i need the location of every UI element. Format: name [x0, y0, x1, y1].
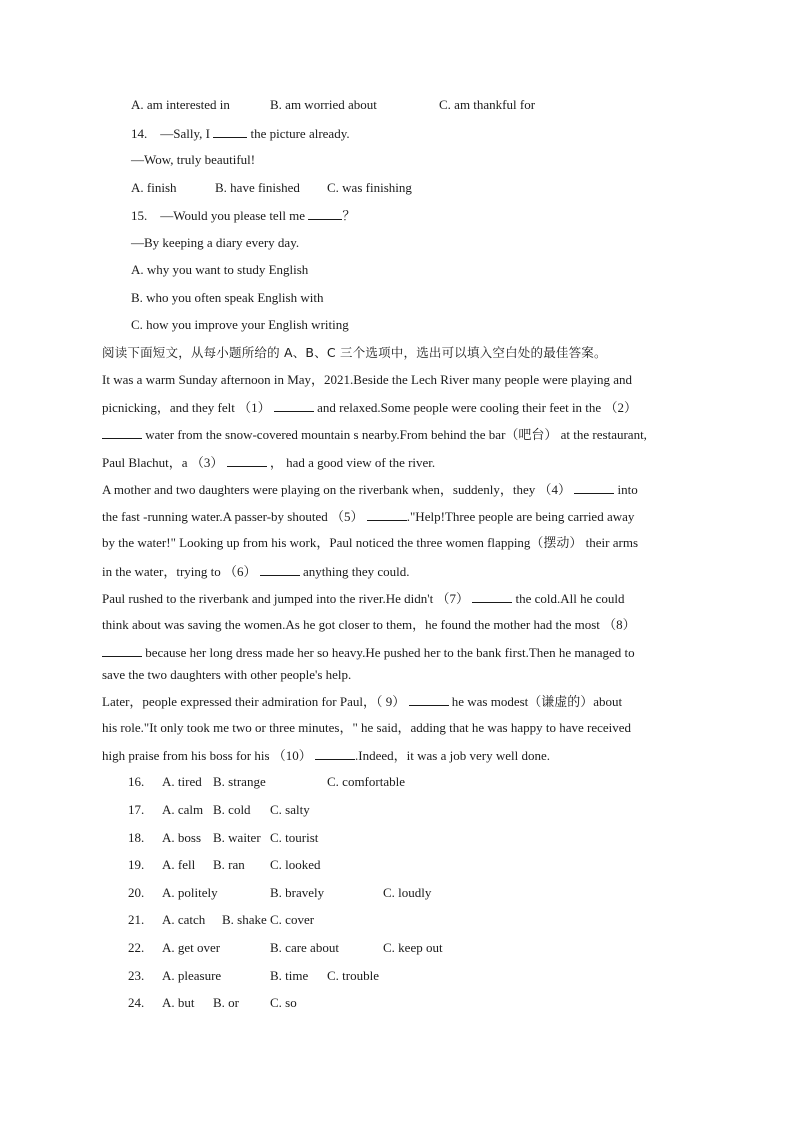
passage-text: ， had a good view of the river.: [269, 455, 436, 470]
passage-line: [102, 426, 647, 443]
option-a: A. pleasure: [162, 968, 222, 983]
passage-text: and relaxed.Some people were cooling their feet in the （2）: [317, 400, 637, 415]
q15-stem-start: —Would you please tell me: [160, 208, 306, 223]
q14-blank: [213, 125, 247, 138]
passage-line: [102, 563, 410, 580]
q15-stem-end: ？: [342, 208, 356, 223]
option-a: A. get over: [162, 940, 221, 955]
passage-line: [102, 590, 625, 607]
passage-text: A mother and two daughters were playing on the riverbank when，suddenly，they （4）: [102, 482, 571, 497]
option-b: B. waiter: [213, 830, 261, 845]
passage-line: think about was saving the women.As he got closer to them，he found the mother had the most （8）: [102, 617, 636, 632]
passage-line: [102, 747, 550, 764]
passage-line: [102, 399, 637, 416]
option-b: B. ran: [213, 857, 245, 872]
q14-stem-end: the picture already.: [250, 126, 350, 141]
passage-text: he was modest（谦虚的）about: [451, 694, 623, 709]
q13-option-c: C. am thankful for: [439, 97, 536, 112]
option-a: A. calm: [162, 802, 204, 817]
q15-option-a: A. why you want to study English: [131, 262, 309, 277]
passage-line: save the two daughters with other people's help.: [102, 667, 352, 682]
blank-6: [260, 563, 300, 576]
option-a: A. tired: [162, 774, 202, 789]
passage-text: Paul rushed to the riverbank and jumped into the river.He didn't （7）: [102, 591, 469, 606]
option-b: B. care about: [270, 940, 339, 955]
passage-text: Later，people expressed their admiration for Paul，（ 9）: [102, 694, 406, 709]
option-c: C. loudly: [383, 885, 432, 900]
option-b: B. strange: [213, 774, 266, 789]
q13-option-b: B. am worried about: [270, 97, 377, 112]
passage-text: because her long dress made her so heavy.He pushed her to the bank first.Then he managed to: [145, 645, 635, 660]
blank-8: [102, 644, 142, 657]
option-number: 24.: [128, 995, 145, 1010]
q15-question: [131, 207, 355, 224]
passage-line: [102, 454, 435, 471]
passage-text: the cold.All he could: [515, 591, 625, 606]
option-number: 16.: [128, 774, 145, 789]
blank-10: [315, 747, 355, 760]
passage-text: .Indeed，it was a job very well done.: [355, 748, 550, 763]
passage-line: [102, 481, 638, 498]
option-b: B. cold: [213, 802, 251, 817]
passage-line: [102, 508, 634, 525]
passage-line: [102, 644, 635, 661]
q14-option-a: A. finish: [131, 180, 177, 195]
q14-option-c: C. was finishing: [327, 180, 412, 195]
blank-2: [102, 426, 142, 439]
option-a: A. catch: [162, 912, 206, 927]
option-b: B. time: [270, 968, 309, 983]
passage-text: water from the snow-covered mountain s nearby.From behind the bar（吧台） at the restaurant,: [145, 427, 647, 442]
passage-line: his role."It only took me two or three minutes，" he said，adding that he was happy to have received: [102, 720, 632, 735]
option-a: A. fell: [162, 857, 196, 872]
passage-line: by the water!" Looking up from his work，Paul noticed the three women flapping（摆动） their arms: [102, 535, 639, 550]
blank-7: [472, 590, 512, 603]
blank-5: [367, 508, 407, 521]
option-c: C. salty: [270, 802, 310, 817]
option-c: C. cover: [270, 912, 315, 927]
option-c: C. looked: [270, 857, 321, 872]
q14-question: [131, 125, 350, 142]
passage-line: [102, 693, 622, 710]
option-b: B. shake: [222, 912, 267, 927]
option-number: 17.: [128, 802, 145, 817]
option-number: 23.: [128, 968, 145, 983]
q15-blank: [308, 207, 342, 220]
q15-number: 15.: [131, 208, 148, 223]
option-b: B. or: [213, 995, 239, 1010]
passage-text: the fast -running water.A passer-by shouted （5）: [102, 509, 364, 524]
q15-option-c: C. how you improve your English writing: [131, 317, 349, 332]
passage-text: high praise from his boss for his （10）: [102, 748, 312, 763]
option-c: C. comfortable: [327, 774, 405, 789]
passage-text: ."Help!Three people are being carried away: [406, 509, 635, 524]
blank-3: [227, 454, 267, 467]
passage-text: picnicking，and they felt （1）: [102, 400, 271, 415]
option-number: 19.: [128, 857, 145, 872]
q14-reply: —Wow, truly beautiful!: [131, 152, 256, 167]
blank-9: [409, 693, 449, 706]
q15-reply: —By keeping a diary every day.: [131, 235, 300, 250]
blank-1: [274, 399, 314, 412]
passage-text: into: [617, 482, 638, 497]
option-c: C. tourist: [270, 830, 319, 845]
option-c: C. keep out: [383, 940, 443, 955]
q14-option-b: B. have finished: [215, 180, 300, 195]
option-a: A. politely: [162, 885, 218, 900]
passage-text: Paul Blachut，a （3）: [102, 455, 224, 470]
q15-option-b: B. who you often speak English with: [131, 290, 324, 305]
q13-option-a: A. am interested in: [131, 97, 230, 112]
option-number: 20.: [128, 885, 145, 900]
q14-stem-start: —Sally, I: [160, 126, 210, 141]
option-c: C. trouble: [327, 968, 379, 983]
blank-4: [574, 481, 614, 494]
q14-number: 14.: [131, 126, 148, 141]
passage-line: It was a warm Sunday afternoon in May，2021.Beside the Lech River many people were playing and: [102, 372, 632, 387]
section-instruction: 阅读下面短文，从每小题所给的 A、B、C 三个选项中，选出可以填入空白处的最佳答案。: [102, 345, 607, 360]
option-b: B. bravely: [270, 885, 325, 900]
option-a: A. boss: [162, 830, 202, 845]
passage-text: anything they could.: [303, 564, 410, 579]
option-number: 18.: [128, 830, 145, 845]
option-number: 21.: [128, 912, 145, 927]
option-a: A. but: [162, 995, 195, 1010]
option-number: 22.: [128, 940, 145, 955]
option-c: C. so: [270, 995, 297, 1010]
passage-text: in the water，trying to （6）: [102, 564, 257, 579]
